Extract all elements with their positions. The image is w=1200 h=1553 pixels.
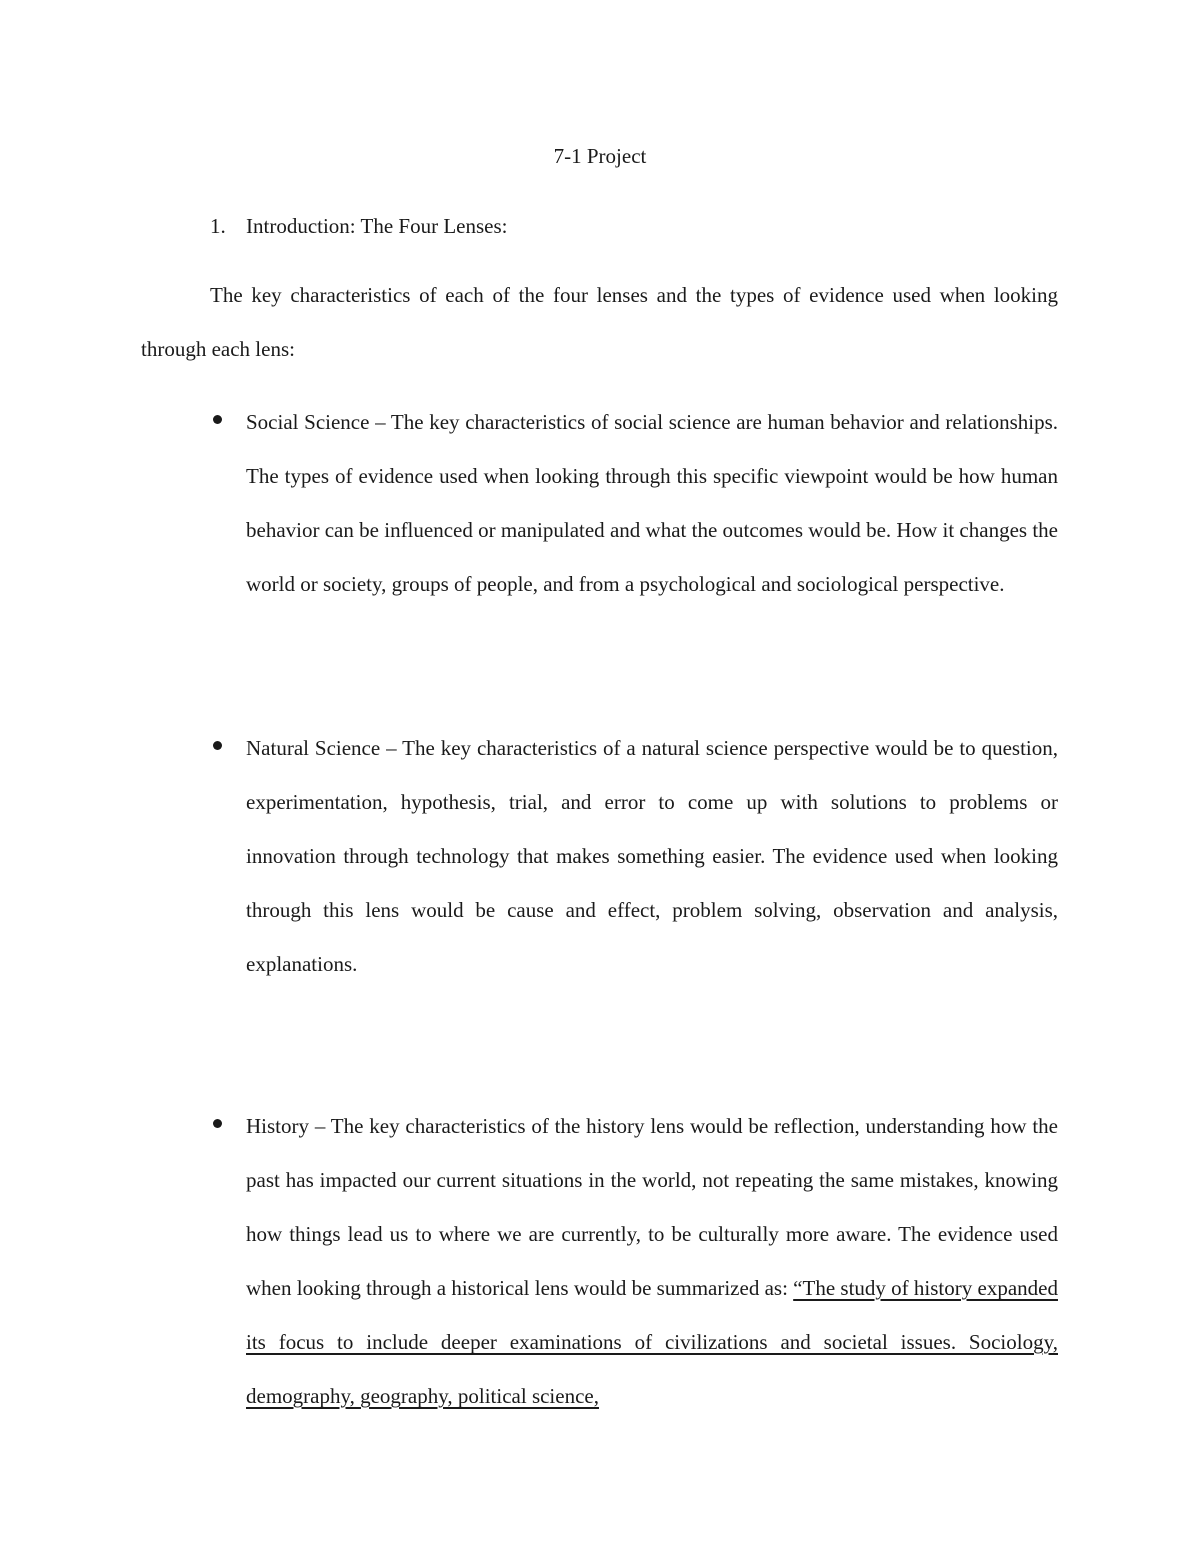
list-item-social-science — [246, 395, 1058, 611]
intro-paragraph: The key characteristics of each of the four lenses and the types of evidence used when looking through each lens: — [141, 283, 1058, 361]
quoted-text: “The study of history expanded its focus to include deeper examinations of civilizations and societal issues. Sociology, demography, geography, political science, — [246, 1276, 1058, 1408]
document-title: 7-1 Project — [553, 144, 647, 168]
heading-number: 1. — [210, 214, 226, 238]
heading-text: Introduction: The Four Lenses: — [246, 214, 508, 238]
bullet-icon — [213, 741, 222, 750]
bullet-icon — [213, 415, 222, 424]
list-item-text: Natural Science – The key characteristics of a natural science perspective would be to question, experimentation, hypothesis, trial, and error to come up with solutions to problems or innovation through technology that makes something easier. The evidence used when looking through this lens would be cause and effect, problem solving, observation and analysis, explanations. — [246, 736, 1058, 976]
list-item-history — [246, 1099, 1058, 1423]
bullet-icon — [213, 1119, 222, 1128]
list-item-text: Social Science – The key characteristics of social science are human behavior and relationships. The types of evidence used when looking through this specific viewpoint would be how human behavior can be influenced or manipulated and what the outcomes would be. How it changes the world or society, groups of people, and from a psychological and sociological perspective. — [246, 410, 1058, 596]
list-item-text: History – The key characteristics of the history lens would be reflection, understanding how the past has impacted our current situations in the world, not repeating the same mistakes, knowing how things lead us to where we are currently, to be culturally more aware. The evidence used when looking through a historical lens would be summarized as: — [246, 1114, 1058, 1300]
list-item-natural-science — [246, 721, 1058, 991]
